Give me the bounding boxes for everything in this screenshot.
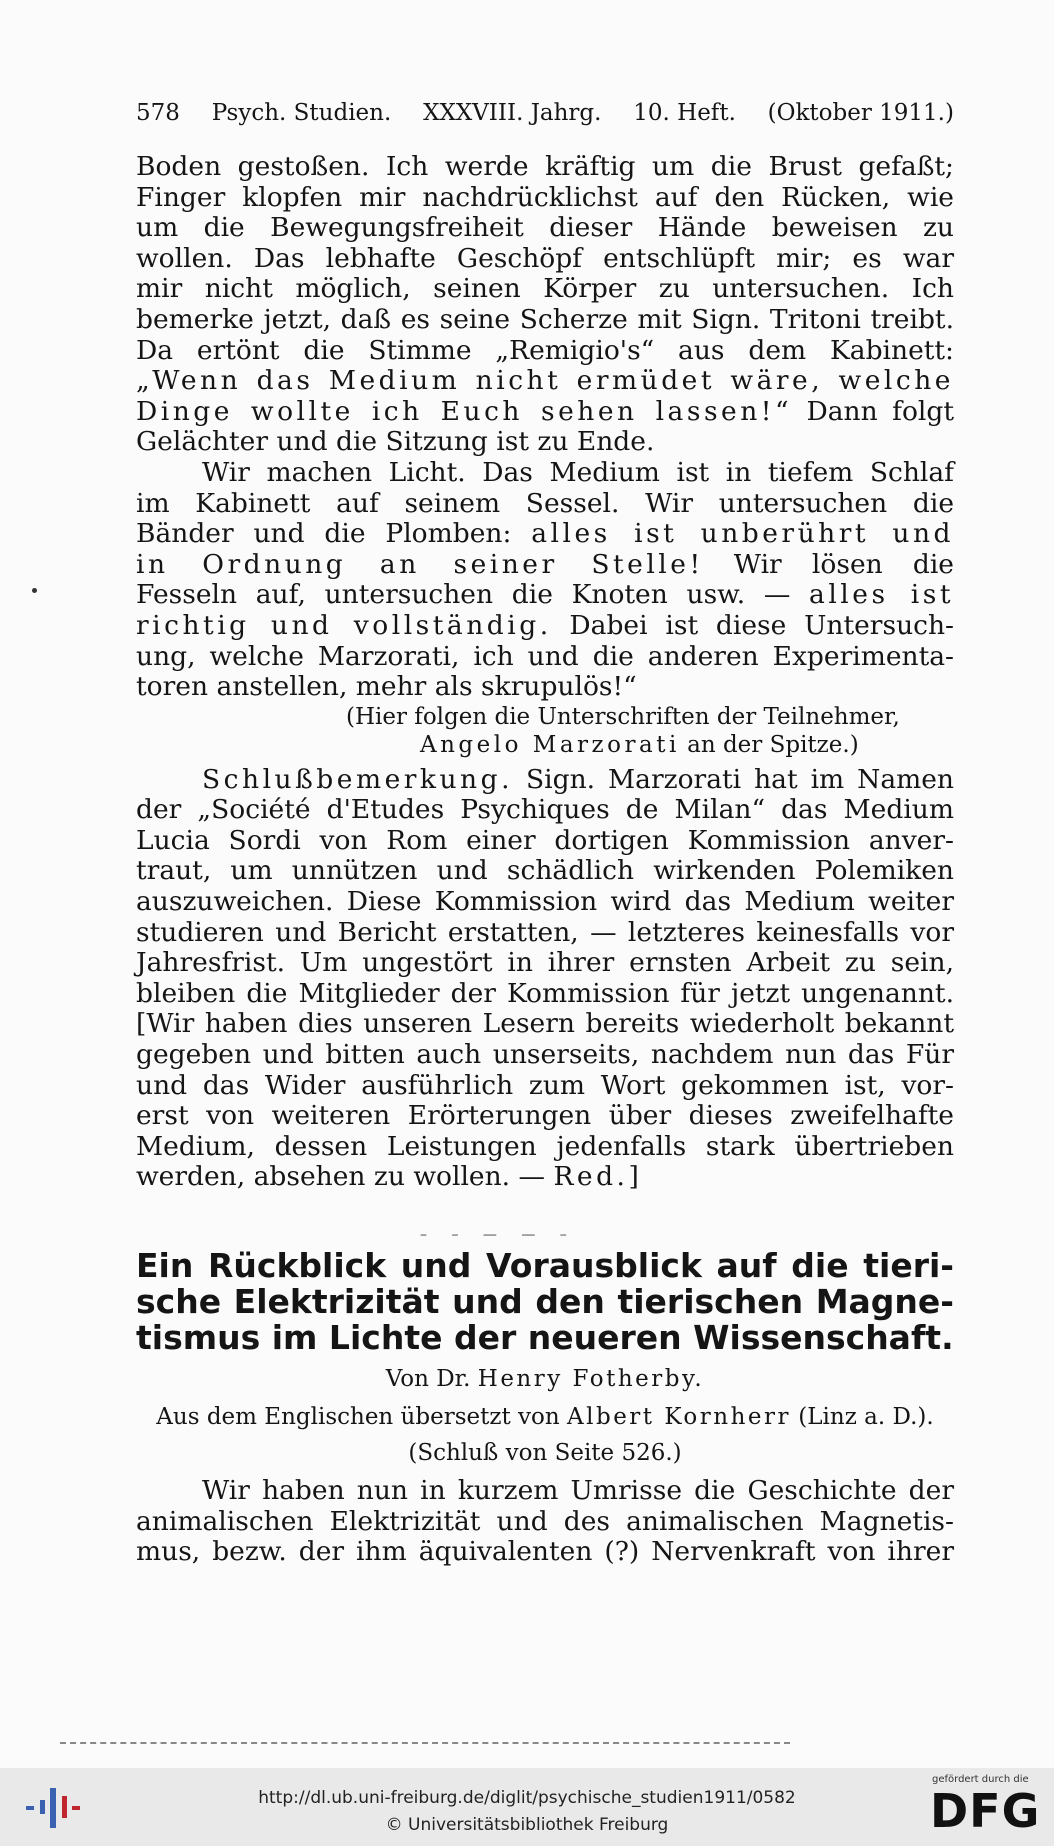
text-line: wollen. Das lebhafte Geschöpf entschlüpft mir; es war — [136, 242, 954, 274]
spaced-emphasis: in Ordnung an seiner Stelle! — [136, 548, 704, 580]
text-line — [136, 550, 954, 581]
text-fragment: Aus dem Englischen übersetzt von — [156, 1404, 567, 1430]
signature-note — [136, 731, 954, 759]
text-line-spaced: „Wenn das Medium nicht ermüdet wäre, welche — [136, 365, 954, 397]
permalink[interactable]: http://dl.ub.uni-freiburg.de/diglit/psychische_studien1911/0582 — [258, 1788, 796, 1808]
translator-line — [136, 1404, 954, 1430]
journal-title: Psych. Studien. — [211, 100, 392, 126]
text-line: Boden gestoßen. Ich werde kräftig um die Brust gefaßt; — [136, 151, 954, 182]
dfg-logo: DFG — [930, 1784, 1041, 1838]
text-line: im Kabinett auf seinem Sessel. Wir untersuchen die — [136, 487, 954, 519]
text-line: [Wir haben dies unseren Lesern bereits wiederholt bekannt — [136, 1008, 954, 1040]
text-line — [136, 397, 954, 428]
spaced-emphasis: alles ist — [809, 579, 954, 611]
text-line: Lucia Sordi von Rom einer dortigen Kommission anver- — [136, 824, 954, 856]
text-line: auszuweichen. Diese Kommission wird das Medium weiter — [136, 886, 954, 918]
running-header — [136, 100, 954, 126]
text-fragment: (Linz a. D.). — [790, 1404, 934, 1430]
spaced-emphasis: richtig und vollständig. — [136, 609, 552, 641]
margin-mark — [32, 588, 37, 593]
text-line: bemerke jetzt, daß es seine Scherze mit Sign. Tritoni treibt. — [136, 303, 954, 335]
text-line: und das Wider ausführlich zum Wort gekommen ist, vor- — [136, 1069, 954, 1101]
editor-mark: Red.] — [553, 1161, 643, 1193]
text-line: traut, um unnützen und schädlich wirkenden Polemiken — [136, 855, 954, 887]
signatory-name: Angelo Marzorati — [420, 731, 680, 758]
text-line: erst von weiteren Erörterungen über dieses zweifelhafte — [136, 1100, 954, 1132]
article-title — [136, 1248, 954, 1356]
continuation-note: (Schluß von Seite 526.) — [408, 1440, 682, 1466]
text-line — [136, 1162, 954, 1193]
author-line — [136, 1366, 954, 1392]
paragraph-start: Wir haben nun in kurzem Umrisse die Geschichte der — [202, 1475, 954, 1506]
paragraph-start — [136, 765, 954, 796]
text-line: toren anstellen, mehr als skrupulös!“ — [136, 671, 637, 703]
spaced-quote: Dinge wollte ich Euch sehen lassen!“ — [136, 395, 792, 427]
text-line — [136, 611, 954, 642]
title-line: tismus im Lichte der neueren Wissenschaft. — [136, 1318, 954, 1357]
copyright: © Universitätsbibliothek Freiburg — [385, 1815, 669, 1835]
text-fragment: Sign. Marzorati hat im Namen — [513, 763, 954, 795]
text-line: um die Bewegungsfreiheit dieser Hände beweisen zu — [136, 212, 954, 244]
text-line: animalischen Elektrizität und des animalischen Magnetis- — [136, 1505, 954, 1537]
text-fragment: werden, absehen zu wollen. — — [136, 1161, 554, 1193]
closing-remark-label: Schlußbemerkung. — [202, 763, 514, 795]
text-fragment: Wir lösen die — [703, 548, 954, 580]
main-text — [136, 152, 954, 1193]
volume: XXXVIII. Jahrg. — [423, 100, 602, 126]
translator-name: Albert Kornherr — [567, 1404, 791, 1430]
text-line: der „Société d'Etudes Psychiques de Milan“ das Medium — [136, 794, 954, 826]
spaced-emphasis: alles ist unberührt und — [531, 518, 954, 550]
page-bottom-rule — [60, 1739, 790, 1744]
funding-note: gefördert durch die — [932, 1774, 1029, 1785]
text-line: Finger klopfen mir nachdrücklichst auf den Rücken, wie — [136, 181, 954, 213]
text-line: ung, welche Marzorati, ich und die anderen Experimenta- — [136, 640, 954, 672]
text-line: mus, bezw. der ihm äquivalenten (?) Nervenkraft von ihrer — [136, 1536, 954, 1568]
text-line: Jahresfrist. Um ungestört in ihrer ernsten Arbeit zu sein, — [136, 947, 954, 979]
text-fragment: Dann folgt — [792, 395, 954, 427]
section-divider: – – — — – — [420, 1227, 577, 1243]
text-fragment: Fesseln auf, untersuchen die Knoten usw. — — [136, 579, 810, 611]
text-fragment: Dabei ist diese Untersuch- — [551, 609, 955, 641]
text-line: mir nicht möglich, seinen Körper zu untersuchen. Ich — [136, 273, 954, 305]
signature-note: (Hier folgen die Unterschriften der Teilnehmer, — [346, 703, 900, 730]
title-line: sche Elektrizität und den tierischen Magne- — [136, 1282, 954, 1321]
text-line: Da ertönt die Stimme „Remigio's“ aus dem Kabinett: — [136, 334, 954, 366]
text-line: Gelächter und die Sitzung ist zu Ende. — [136, 426, 655, 458]
paragraph-start: Wir machen Licht. Das Medium ist in tiefem Schlaf — [202, 456, 954, 488]
viewer-footer — [0, 1768, 1054, 1846]
text-line: Medium, dessen Leistungen jedenfalls stark übertrieben — [136, 1130, 954, 1162]
text-line: gegeben und bitten auch unserseits, nachdem nun das Für — [136, 1039, 954, 1071]
text-line: bleiben die Mitglieder der Kommission für jetzt ungenannt. — [136, 977, 954, 1009]
text-line: studieren und Bericht erstatten, — letzteres keinesfalls vor — [136, 916, 954, 948]
title-line: Ein Rückblick und Vorausblick auf die tieri- — [136, 1246, 954, 1285]
text-fragment: Bänder und die Plomben: — [136, 518, 532, 550]
issue-date: (Oktober 1911.) — [767, 100, 954, 126]
text-fragment: Von Dr. — [385, 1366, 478, 1392]
author-name: Henry Fotherby. — [477, 1366, 705, 1392]
text-line — [136, 580, 954, 611]
text-line — [136, 519, 954, 550]
text-fragment: an der Spitze.) — [679, 731, 859, 758]
article-body — [136, 1476, 954, 1568]
page-number: 578 — [136, 100, 180, 126]
issue: 10. Heft. — [633, 100, 736, 126]
